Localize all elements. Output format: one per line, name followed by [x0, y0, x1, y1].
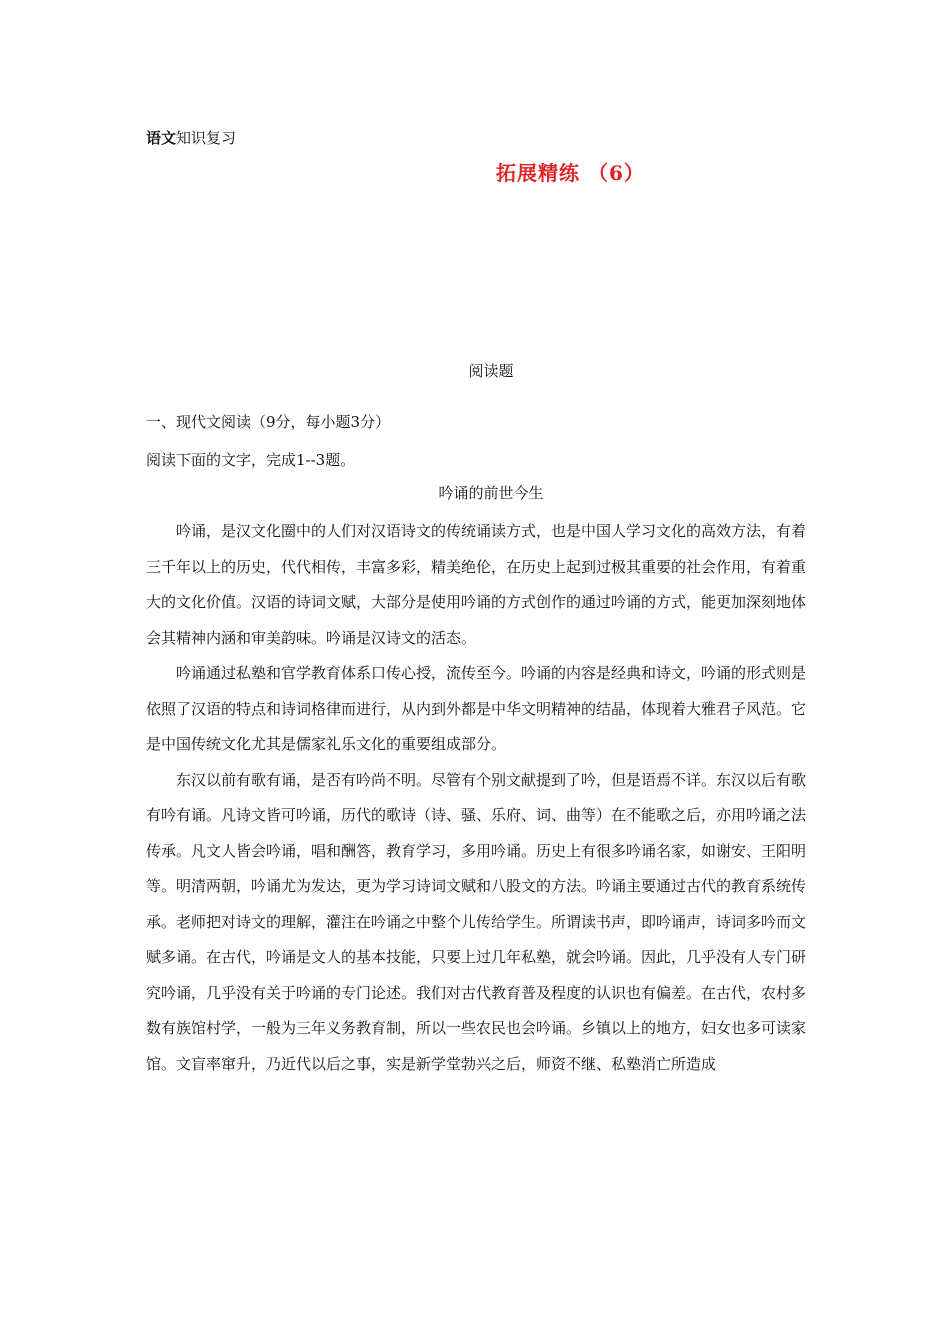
article-paragraph: 东汉以前有歌有诵，是否有吟尚不明。尽管有个别文献提到了吟，但是语焉不详。东汉以后有歌有吟有诵。凡诗文皆可吟诵，历代的歌诗（诗、骚、乐府、词、曲等）在不能歌之后，亦用吟诵之法传承。凡文人皆会吟诵，唱和酬答，教育学习，多用吟诵。历史上有很多吟诵名家，如谢安、王阳明等。明清两朝，吟诵尤为发达，更为学习诗词文赋和八股文的方法。吟诵主要通过古代的教育系统传承。老师把对诗文的理解，灌注在吟诵之中整个儿传给学生。所谓读书声，即吟诵声，诗词多吟而文赋多诵。在古代，吟诵是文人的基本技能，只要上过几年私塾，就会吟诵。因此，几乎没有人专门研究吟诵，几乎没有关于吟诵的专门论述。我们对古代教育普及程度的认识也有偏差。在古代，农村多数有族馆村学，一般为三年义务教育制，所以一些农民也会吟诵。乡镇以上的地方，妇女也多可读家馆。文盲率窜升，乃近代以后之事，实是新学堂勃兴之后，师资不继、私塾消亡所造成: [146, 770, 807, 1073]
subject-label-rest: 知识复习: [176, 129, 237, 147]
page-title: 拓展精练 （6）: [496, 161, 645, 185]
subject-label-bold: 语文: [146, 129, 177, 147]
article-title: 吟诵的前世今生: [438, 484, 544, 502]
section-heading: 阅读题: [468, 362, 514, 380]
article-paragraph: 吟诵，是汉文化圈中的人们对汉语诗文的传统诵读方式，也是中国人学习文化的高效方法，有着三千年以上的历史，代代相传，丰富多彩，精美绝伦，在历史上起到过极其重要的社会作用，有着重大的文化价值。汉语的诗词文赋，大部分是使用吟诵的方式创作的通过吟诵的方式，能更加深刻地体会其精神内涵和审美韵味。吟诵是汉诗文的活态。: [146, 522, 807, 647]
reading-instruction: 阅读下面的文字，完成1--3题。: [146, 451, 356, 469]
subject-label: [146, 126, 236, 150]
part-one-heading: 一、现代文阅读（9分，每小题3分）: [146, 413, 391, 431]
article-body: [146, 514, 806, 1082]
article-paragraph: 吟诵通过私塾和官学教育体系口传心授，流传至今。吟诵的内容是经典和诗文，吟诵的形式则是依照了汉语的特点和诗词格律而进行，从内到外都是中华文明精神的结晶，体现着大雅君子风范。它是中国传统文化尤其是儒家礼乐文化的重要组成部分。: [146, 664, 807, 753]
